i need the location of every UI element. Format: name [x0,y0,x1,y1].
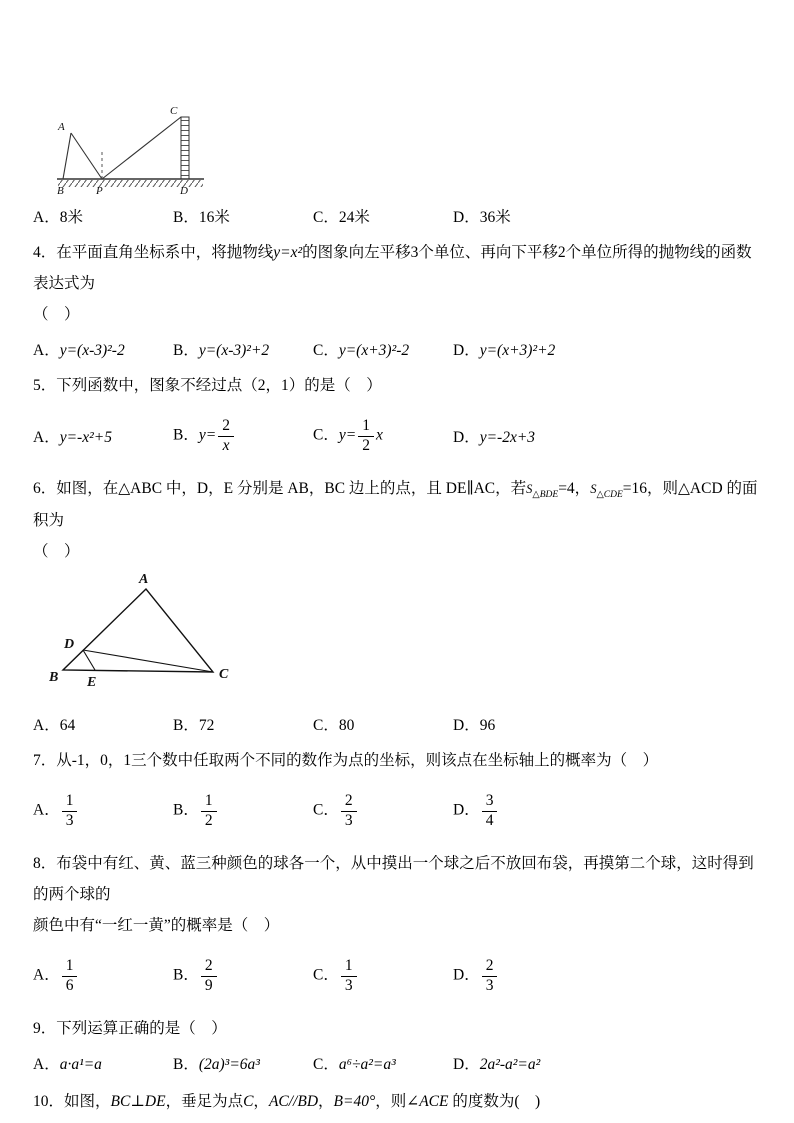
fraction [62,792,78,830]
denominator: 3 [65,811,74,829]
denominator: 2 [362,436,370,454]
option-text: 24米 [338,209,370,226]
stem-math: BC⊥DE [110,1093,166,1111]
stem-text: 7．从-1，0，1三个数中任取两个不同的数作为点的坐标，则该点在坐标轴上的概率为（ ） [33,752,659,770]
option-math: a·a¹=a [59,1056,102,1074]
option-a [33,338,173,360]
numerator: 2 [201,957,217,977]
option-d [453,425,535,447]
option-label: C． [313,426,339,444]
question-4-options [33,338,766,360]
numerator: 2 [341,792,357,812]
numerator: 1 [341,957,357,977]
question-9-stem [33,1013,766,1044]
option-math: y=(x+3)²+2 [479,342,556,359]
fraction [482,957,498,995]
option-label: A． [33,1056,60,1074]
option-a [33,792,173,830]
numerator: 2 [482,957,498,977]
stem-text: 的图象向左平移3个单位、再向下平移2个单位所得的抛物线的函数表达式为 [33,244,752,292]
option-pre: y= [338,426,357,444]
option-label: D． [453,1056,480,1074]
option-b [173,792,313,830]
option-b [173,417,313,455]
numerator: 3 [482,792,498,812]
option-text: 8米 [59,209,83,226]
option-label: D． [453,801,480,819]
option-d [453,792,499,830]
option-label: C． [313,966,339,984]
option-c [313,792,453,830]
option-c [313,957,453,995]
label-E: E [87,675,97,691]
option-d [453,338,555,360]
option-label: A． [33,966,60,984]
question-3-figure [54,103,206,197]
option-label: A． [33,209,60,226]
stem-text: 9．下列运算正确的是（ ） [33,1020,227,1038]
option-label: A． [33,429,60,446]
option-label: B． [173,342,199,359]
stem-text: 8．布袋中有红、黄、蓝三种颜色的球各一个，从中摸出一个球之后不放回布袋，再摸第二个球，这时得到的两个球的 [33,855,754,904]
label-A: A [58,121,65,133]
option-label: D． [453,342,480,359]
label-B: B [49,670,59,686]
stem-math: AC//BD [268,1093,319,1111]
stem-text: 6．如图，在△ABC 中，D，E 分别是 AB，BC 边上的点，且 DE∥AC，若 [33,480,527,497]
numerator: 1 [62,957,78,977]
fraction [62,957,78,995]
option-label: B． [173,1056,199,1074]
fraction [482,792,498,830]
option-math: (2a)³=6a³ [198,1056,260,1074]
question-3-options [33,205,766,227]
label-A: A [139,572,149,588]
denominator: 3 [344,811,353,829]
option-label: B． [173,209,199,226]
option-b [173,1052,313,1074]
option-b [173,205,313,227]
option-a [33,1052,173,1074]
option-label: D． [453,966,480,984]
question-7-stem [33,745,766,776]
stem-text: 10．如图， [33,1093,111,1111]
segment-DC [83,650,213,672]
option-a [33,205,173,227]
question-8-options [33,953,766,999]
segment-AB [63,133,71,179]
numerator: 2 [218,417,234,437]
option-label: C． [313,342,339,359]
segment-AP [71,133,102,179]
numerator: 1 [358,417,374,437]
fraction [201,957,217,995]
option-d [453,1052,540,1074]
option-text: 64 [59,717,76,735]
option-math: y=(x+3)²-2 [338,342,410,359]
option-b [173,338,313,360]
label-B: B [57,185,64,197]
option-post: x [375,426,383,444]
option-label: C． [313,801,339,819]
label-D: D [180,185,188,197]
option-math: a⁶÷a²=a³ [338,1056,396,1074]
option-label: B． [173,426,199,444]
numerator: 1 [62,792,78,812]
segment-DE [83,650,95,670]
stem-text: 颜色中有“一红一黄”的概率是（ ） [33,917,280,935]
option-text: 16米 [198,209,230,226]
option-label: A． [33,801,60,819]
option-text: 80 [338,717,355,735]
fraction [358,417,374,455]
option-text: 36米 [479,209,511,226]
stem-text: =4， [558,480,591,497]
option-math: y=(x-3)²+2 [198,342,270,359]
option-a [33,425,173,447]
answer-blank: （ ） [33,306,80,323]
option-text: 72 [198,717,215,735]
question-4-stem [33,237,766,330]
label-C: C [170,105,178,117]
option-label: C． [313,1056,339,1074]
area-subscript: △BDE [532,490,559,501]
stem-math: ACE [419,1093,449,1111]
option-text: 96 [479,717,496,735]
denominator: 3 [344,976,353,994]
option-label: A． [33,342,60,359]
option-label: D． [453,717,480,735]
option-label: B． [173,801,199,819]
segment-PC [102,117,181,179]
question-6-options [33,713,766,735]
option-label: B． [173,717,199,735]
fraction [201,792,217,830]
option-label: C． [313,717,339,735]
stem-text: ， [253,1093,269,1111]
option-d [453,957,499,995]
denominator: 6 [65,976,74,994]
area-subscript: △CDE [596,490,623,501]
stem-text: 5．下列函数中，图象不经过点（2，1）的是（ ） [33,377,382,394]
option-c [313,205,453,227]
option-d [453,713,495,735]
option-math: 2a²-a²=a² [479,1056,541,1074]
question-10-stem [33,1086,766,1117]
option-label: A． [33,717,60,735]
option-math: y=(x-3)²-2 [59,342,125,359]
label-C: C [219,667,229,683]
question-5-stem [33,370,766,401]
option-a [33,713,173,735]
stem-text: ，则∠ [375,1093,420,1111]
numerator: 1 [201,792,217,812]
option-c [313,417,453,455]
option-label: C． [313,209,339,226]
stem-text: =16，则△ACD 的面积为 [33,480,758,530]
denominator: 4 [485,811,494,829]
denominator: 2 [204,811,213,829]
denominator: x [222,436,230,454]
option-math: y=-2x+3 [479,429,536,446]
question-8-stem [33,848,766,941]
option-c [313,713,453,735]
denominator: 3 [485,976,494,994]
stem-text: ，垂足为点 [165,1093,244,1111]
label-D: D [64,637,75,653]
fraction [341,792,357,830]
stem-math: y=x² [273,244,303,261]
option-label: B． [173,966,199,984]
question-6-figure [49,571,237,701]
fraction [341,957,357,995]
stem-math: C [243,1093,254,1111]
stem-text: ， [318,1093,334,1111]
stem-math: B=40° [333,1093,376,1111]
question-9-options [33,1052,766,1074]
denominator: 9 [204,976,213,994]
stem-text: 的度数为( ) [448,1093,541,1111]
option-a [33,957,173,995]
option-math: y=-x²+5 [59,429,112,446]
option-b [173,957,313,995]
stem-text: 4．在平面直角坐标系中，将抛物线 [33,244,274,261]
answer-blank: （ ） [33,543,80,561]
option-b [173,713,313,735]
area-symbol: S [590,482,597,496]
question-6-stem [33,473,766,567]
option-d [453,205,511,227]
option-label: D． [453,429,480,446]
wall-CD [181,117,189,179]
option-c [313,1052,453,1074]
area-symbol: S [526,482,533,496]
fraction [218,417,234,455]
option-c [313,338,453,360]
label-P: P [96,185,103,197]
question-7-options [33,788,766,834]
option-label: D． [453,209,480,226]
option-pre: y= [198,426,217,444]
question-5-options [33,413,766,459]
